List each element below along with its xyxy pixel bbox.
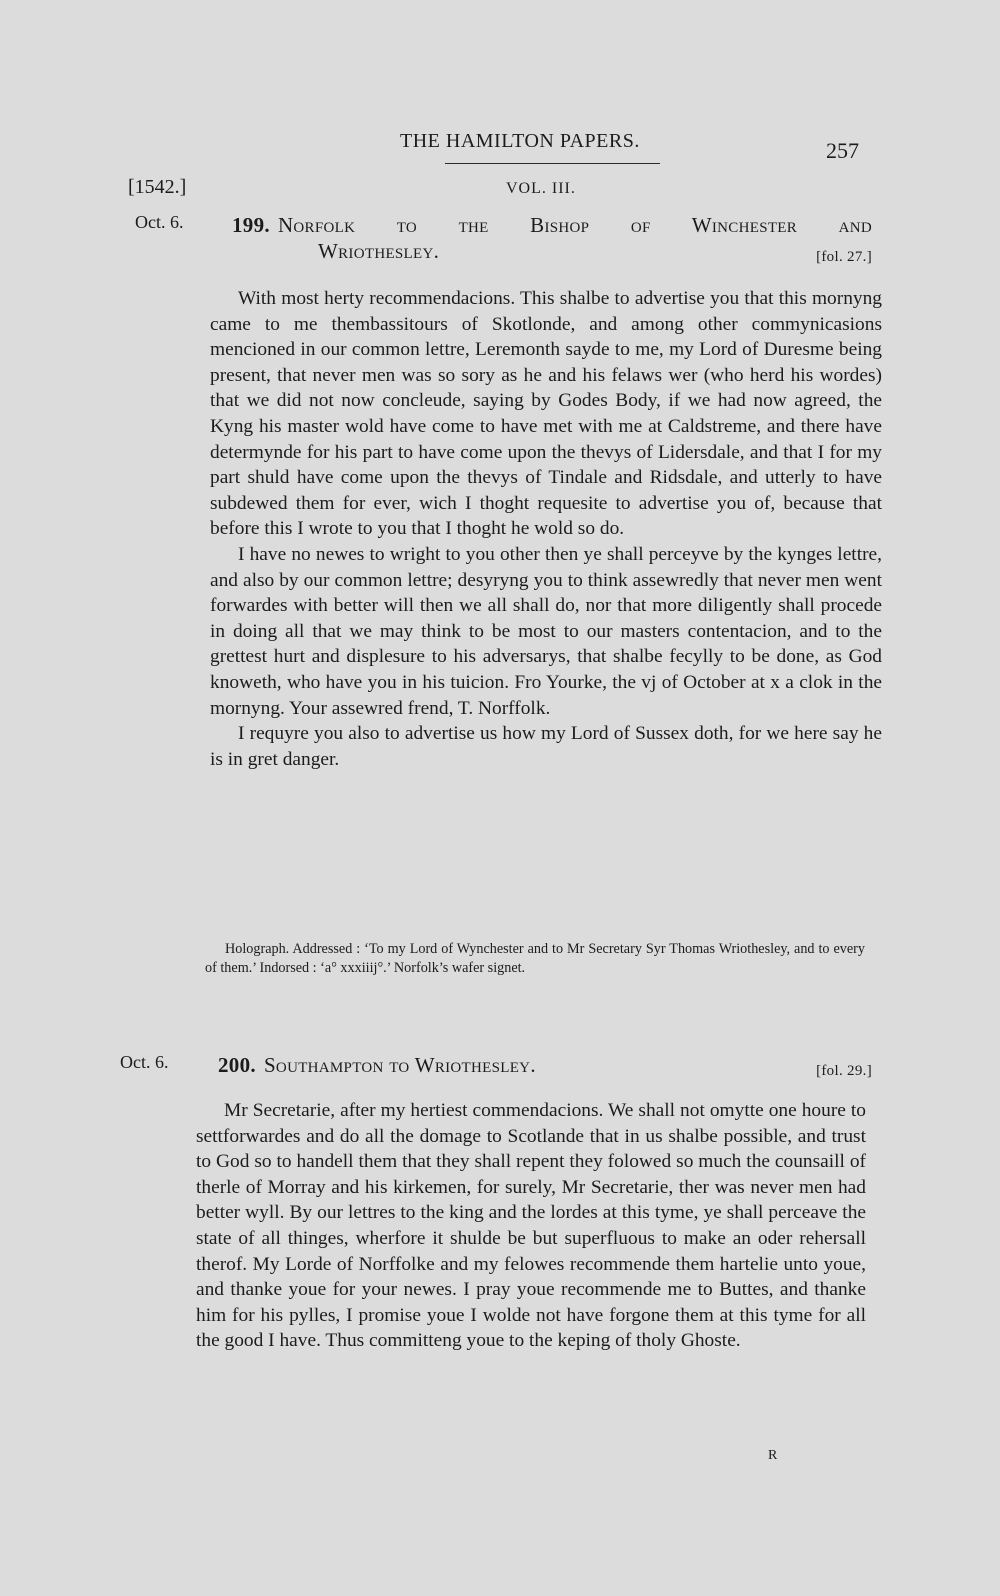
signature-mark: R	[768, 1448, 778, 1463]
running-title: THE HAMILTON PAPERS.	[400, 130, 640, 152]
entry-199-paragraph: With most herty recommendacions. This shalbe to advertise you that this mornyng came to me thembassitours of Skotlonde, and among other commynicasions mencioned in our common lettre, Leremonth sayde to me, my Lord of Duresme being present, that never men was so sory as he and his felaws wer (who herd his wordes) that we did not now concleude, saying by Godes Body, if we had now agreed, the Kyng his master wold have come to have met with me at Caldstreme, and there have determynde for his part to have come upon the thevys of Lidersdale, and that I for my part shuld have come upon the thevys of Tindale and Ridsdale, and utterly to have subdewed them for ever, wich I thoght requesite to advertise you of, because that before this I wrote to you that I thoght he wold so do.	[210, 288, 882, 540]
title-rule	[445, 163, 660, 164]
entry-199-heading	[232, 212, 872, 264]
entry-199-heading-line2: Wriothesley.	[318, 239, 440, 263]
entry-199-number: 199.	[232, 213, 270, 237]
entry-200-body	[196, 1098, 866, 1354]
entry-200-folio: [fol. 29.]	[816, 1063, 872, 1079]
entry-200-date: Oct. 6.	[120, 1052, 169, 1072]
entry-199-date: Oct. 6.	[135, 212, 184, 232]
entry-199-paragraph: I have no newes to wright to you other then ye shall perceyve by the kynges lettre, and also by our common lettre; desyryng you to think assewredly that never men went forwardes with better will then we all shall do, nor that more diligently shall procede in doing all that we may think to be most to our masters contentacion, and to the grettest hurt and displesure to his adversarys, that shalbe fecylly to be done, as God knoweth, who have you in his tuicion. Fro Yourke, the vj of October at x a clok in the mornyng. Your assewred frend, T. Norffolk.	[210, 543, 882, 719]
entry-199-note	[205, 940, 865, 978]
entry-200-heading-line1: Southampton to Wriothesley.	[263, 1053, 536, 1077]
entry-200-heading	[218, 1052, 872, 1078]
entry-199-body	[210, 286, 882, 772]
entry-199-heading-line1: Norfolk to the Bishop of Winchester and	[277, 213, 872, 237]
volume-label: VOL. III.	[506, 180, 576, 197]
entry-200-number: 200.	[218, 1053, 256, 1077]
year-marker: [1542.]	[128, 176, 187, 198]
entry-199-note-text: Holograph. Addressed : ‘To my Lord of Wynchester and to Mr Secretary Syr Thomas Wriothesley, and to every of them.’ Indorsed : ‘a° xxxiiij°.’ Norfolk’s wafer signet.	[205, 941, 865, 976]
page-number: 257	[826, 138, 859, 163]
entry-199-folio: [fol. 27.]	[816, 249, 872, 265]
entry-200-paragraph: Mr Secretarie, after my hertiest commendacions. We shall not omytte one houre to settforwardes and do all the domage to Scotlande that in us shalbe possible, and trust to God so to handell them that they shall repent they folowed so much the counsaill of therle of Morray and his kirkemen, for surely, Mr Secretarie, ther was never men had better wyll. By our lettres to the king and the lordes at this tyme, ye shall perceave the state of all thinges, wherfore it shulde be but superfluous to make an oder rehersall therof. My Lorde of Norffolke and my felowes recommende them hartelie unto youe, and thanke youe for your newes. I pray youe recommende me to Buttes, and thanke him for his pylles, I promise youe I wolde not have forgone them at this tyme for all the good I have. Thus committeng youe to the keping of tholy Ghoste.	[196, 1100, 866, 1352]
entry-199-paragraph: I requyre you also to advertise us how my Lord of Sussex doth, for we here say he is in gret danger.	[210, 723, 882, 770]
